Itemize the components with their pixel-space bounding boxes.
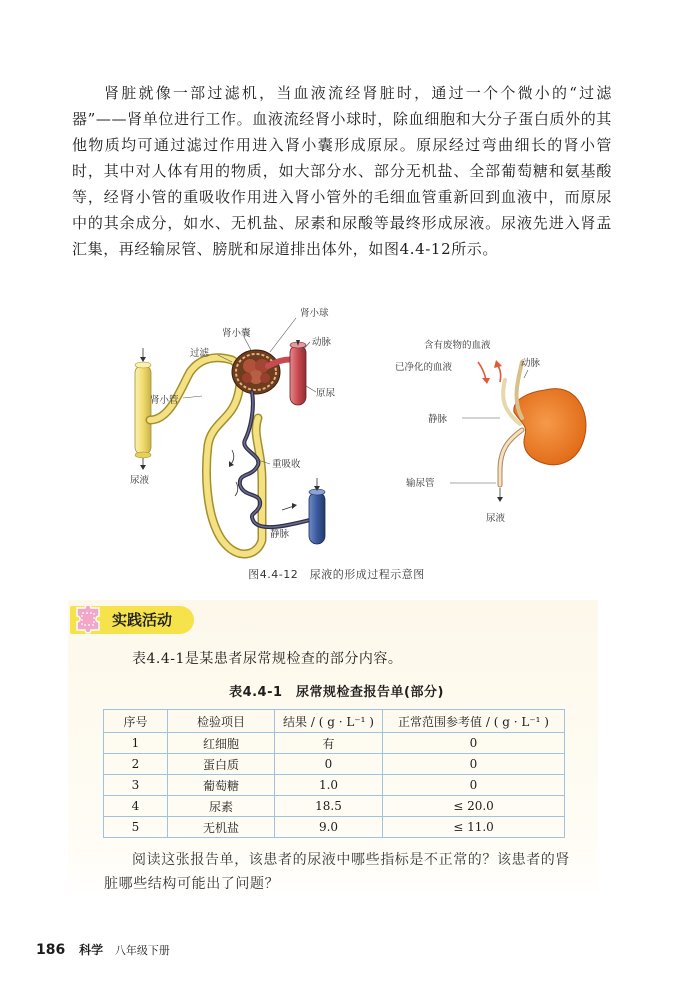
header-item: 检验项目 <box>168 710 275 733</box>
artery-vessel <box>290 345 306 405</box>
table-title: 表4.4-1 尿常规检查报告单(部分) <box>229 685 444 700</box>
subject-name: 科学 <box>79 943 104 957</box>
body-paragraph: 肾脏就像一部过滤机，当血液流经肾脏时，通过一个个微小的“过滤器”——肾单位进行工作。血液流经肾小球时，除血细胞和大分子蛋白质外的其他物质均可通过滤过作用进入肾小囊形成原尿。原尿经过弯曲细长的肾小管时，其中对人体有用的物质，如大部分水、部分无机盐、全部葡萄糖和氨基酸等，经肾小管的重吸收作用进入肾小管外的毛细血管重新回到血液中，而原尿中的其余成分，如水、无机盐、尿素和尿酸等最终形成尿液。尿液先进入肾盂汇集，再经输尿管、膀胱和尿道排出体外，如图4.4-12所示。 <box>72 84 612 258</box>
blood-flow-arrow-out <box>498 366 501 382</box>
vein-vessel <box>309 492 325 544</box>
grade-label: 八年级下册 <box>114 944 170 957</box>
label-artery-right: 动脉 <box>521 358 541 369</box>
label-urine-left: 尿液 <box>130 475 150 486</box>
activity-intro: 表4.4-1是某患者尿常规检查的部分内容。 <box>132 651 403 667</box>
urine-formation-diagram <box>0 300 673 600</box>
urine-report-table <box>103 709 565 838</box>
table-row <box>104 754 565 775</box>
cell-item: 蛋白质 <box>168 754 275 775</box>
table-row <box>104 817 565 838</box>
cell-index: 4 <box>104 796 168 817</box>
header-result: 结果 / ( g · L⁻¹ ) <box>275 710 383 733</box>
table-row <box>104 796 565 817</box>
header-reference: 正常范围参考值 / ( g · L⁻¹ ) <box>383 710 565 733</box>
urine-formation-figure <box>0 300 673 600</box>
cell-item: 红细胞 <box>168 733 275 754</box>
cell-index: 3 <box>104 775 168 796</box>
table-header-row <box>104 710 565 733</box>
collecting-duct <box>135 365 151 455</box>
activity-question: 阅读这张报告单，该患者的尿液中哪些指标是不正常的？该患者的肾脏哪些结构可能出了问题？ <box>104 852 570 892</box>
cell-index: 2 <box>104 754 168 775</box>
label-primary-urine: 原尿 <box>316 388 336 399</box>
cell-result: 1.0 <box>275 775 383 796</box>
label-clean-blood: 已净化的血液 <box>395 362 453 373</box>
label-vein-left: 静脉 <box>270 529 290 540</box>
label-reabsorption: 重吸收 <box>272 459 301 470</box>
table-row <box>104 733 565 754</box>
cell-result: 9.0 <box>275 817 383 838</box>
label-waste-blood: 含有废物的血液 <box>424 340 491 351</box>
glomerulus <box>242 359 270 384</box>
cell-item: 尿素 <box>168 796 275 817</box>
table-row <box>104 775 565 796</box>
figure-caption: 图4.4-12 尿液的形成过程示意图 <box>248 568 425 581</box>
label-ureter: 输尿管 <box>406 478 435 489</box>
label-urine-right: 尿液 <box>486 513 506 524</box>
activity-title: 实践活动 <box>112 611 173 629</box>
nephron-diagram <box>130 307 336 554</box>
cell-reference: 0 <box>383 754 565 775</box>
cell-result: 有 <box>275 733 383 754</box>
blood-flow-arrow-in <box>478 362 486 380</box>
cell-reference: 0 <box>383 775 565 796</box>
page-number: 186 <box>36 942 66 958</box>
label-renal-capsule: 肾小囊 <box>222 328 251 339</box>
cell-index: 1 <box>104 733 168 754</box>
puzzle-icon <box>73 602 103 636</box>
cell-item: 葡萄糖 <box>168 775 275 796</box>
cell-item: 无机盐 <box>168 817 275 838</box>
cell-result: 0 <box>275 754 383 775</box>
kidney-diagram <box>395 339 586 524</box>
header-index: 序号 <box>104 710 168 733</box>
page-footer <box>36 941 170 958</box>
label-glomerulus: 肾小球 <box>300 308 329 319</box>
label-artery-left: 动脉 <box>312 337 332 348</box>
label-filtration: 过滤 <box>190 348 210 359</box>
cell-reference: ≤ 20.0 <box>383 796 565 817</box>
label-renal-tubule: 肾小管 <box>150 395 179 406</box>
cell-reference: 0 <box>383 733 565 754</box>
cell-result: 18.5 <box>275 796 383 817</box>
kidney <box>514 389 586 465</box>
cell-reference: ≤ 11.0 <box>383 817 565 838</box>
label-vein-right: 静脉 <box>428 414 448 425</box>
cell-index: 5 <box>104 817 168 838</box>
